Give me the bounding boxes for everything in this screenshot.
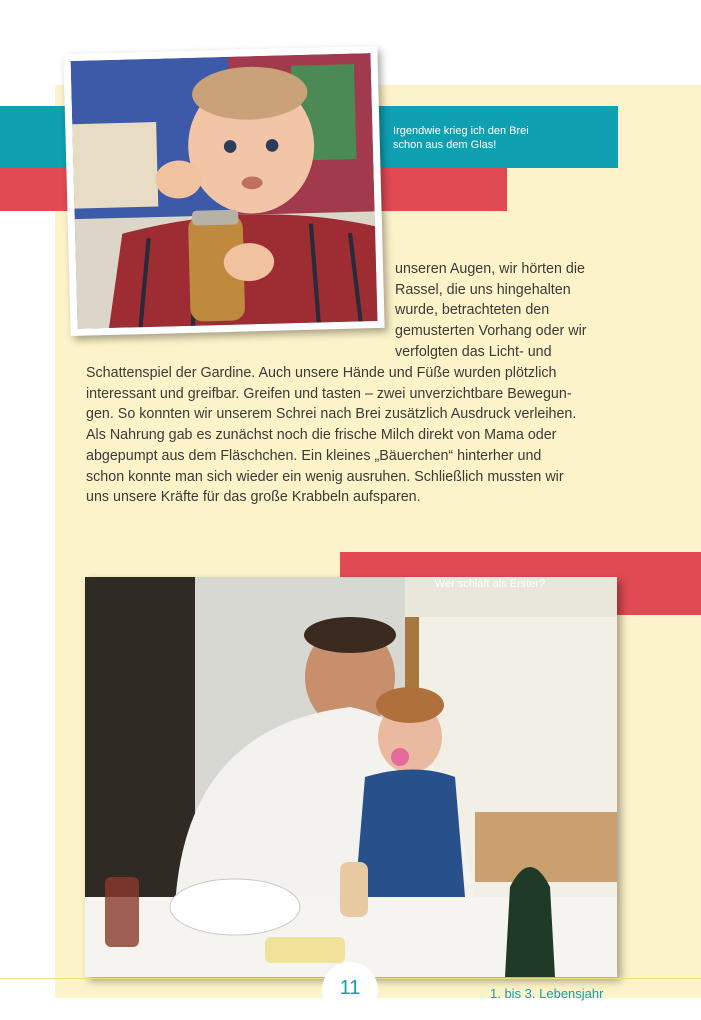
text-line: Rassel, die uns hingehalten — [395, 281, 571, 298]
body-text-full — [86, 363, 626, 508]
text-line: verfolgten das Licht- und — [395, 343, 552, 360]
body-text-wrapped — [395, 259, 635, 363]
caption-line: Irgendwie krieg ich den Brei — [393, 125, 529, 137]
text-line: uns unsere Kräfte für das große Krabbeln aufsparen. — [86, 489, 421, 506]
text-line: interessant und greifbar. Greifen und tasten – zwei unverzichtbare Bewegun- — [86, 385, 572, 402]
text-line: Schattenspiel der Gardine. Auch unsere Hände und Füße wurden plötzlich — [86, 365, 557, 381]
photo-baby-with-jar — [63, 46, 384, 336]
caption-line: schon aus dem Glas! — [393, 139, 497, 151]
text-line: gen. So konnten wir unserem Schrei nach Brei zusätzlich Ausdruck verleihen. — [86, 406, 577, 423]
caption-photo-father: Wer schläft als Erster? — [434, 578, 546, 590]
text-line: unseren Augen, wir hörten die — [395, 261, 585, 277]
text-line: wurde, betrachteten den — [395, 302, 550, 319]
text-line: gemusterten Vorhang oder wir — [395, 323, 587, 340]
caption-photo-baby — [393, 124, 603, 152]
text-line: schon konnte man sich wieder ein wenig ausruhen. Schließlich mussten wir — [86, 468, 564, 485]
photo-father-and-child — [85, 577, 617, 977]
page-number: 11 — [322, 962, 378, 1018]
text-line: Als Nahrung gab es zunächst noch die frische Milch direkt von Mama oder — [86, 427, 557, 444]
running-title: 1. bis 3. Lebensjahr — [490, 986, 604, 1001]
text-line: abgepumpt aus dem Fläschchen. Ein kleines „Bäuerchen“ hinterher und — [86, 447, 542, 464]
